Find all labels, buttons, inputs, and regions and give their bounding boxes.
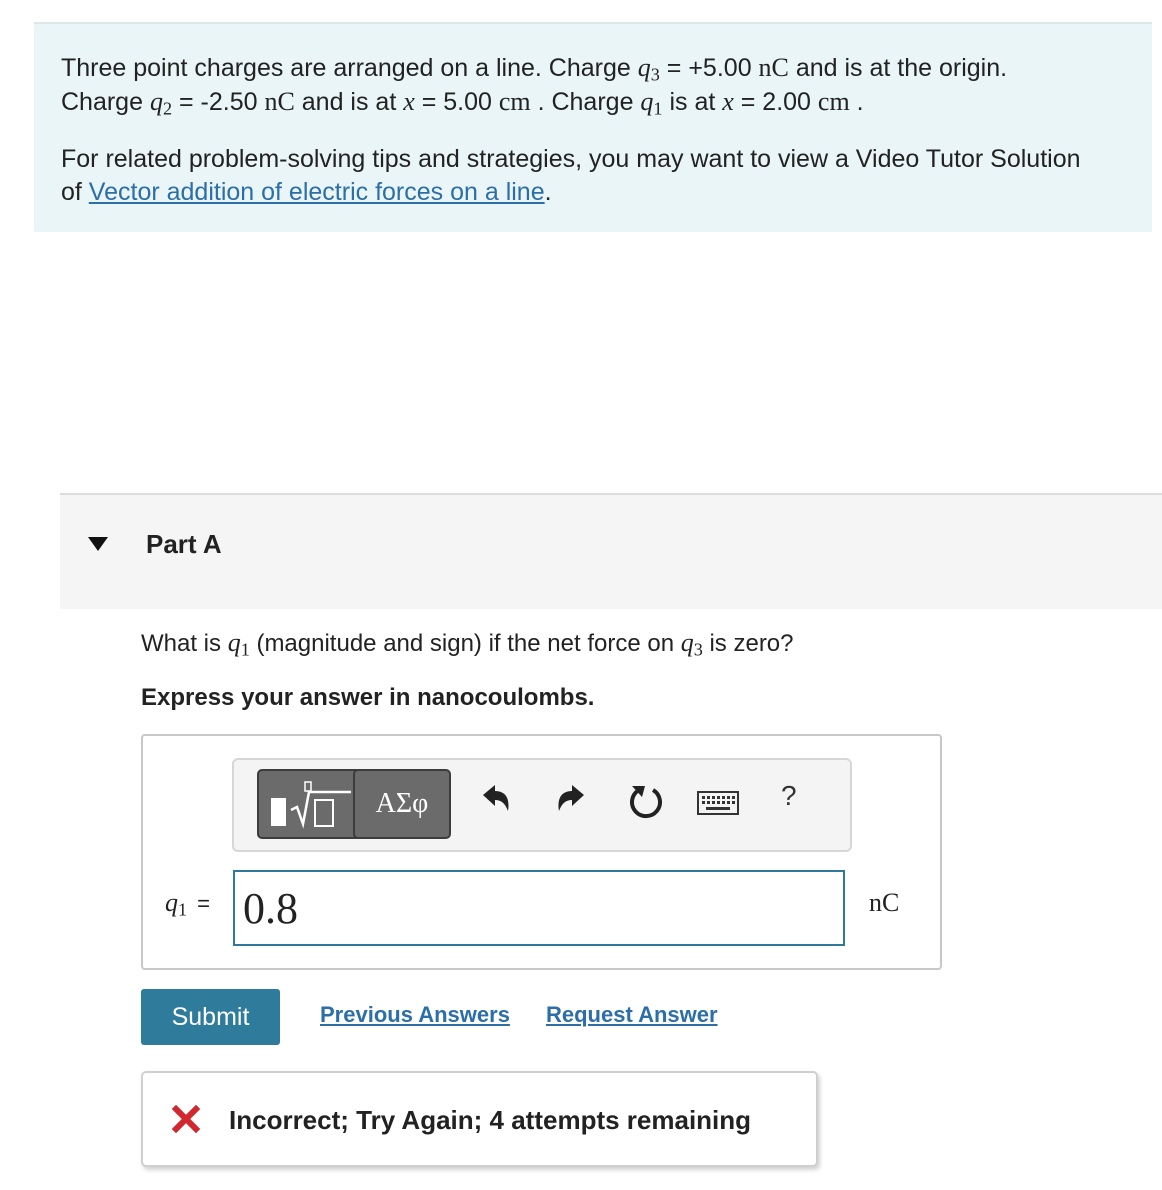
problem-intro <box>34 22 1152 232</box>
answer-box <box>141 734 942 970</box>
text: = 5.00 <box>414 88 499 116</box>
text: Three point charges are arranged on a line. Charge <box>61 54 638 82</box>
question-text <box>141 628 794 658</box>
greek-symbols-button[interactable]: ΑΣφ <box>353 769 451 839</box>
reset-icon[interactable] <box>627 782 667 822</box>
x-symbol: x <box>722 87 734 116</box>
equals-sign: = <box>197 891 210 916</box>
collapse-caret-icon[interactable] <box>88 537 108 551</box>
unit-nc: nC <box>264 87 295 116</box>
part-title: Part A <box>146 529 222 559</box>
part-a-header[interactable] <box>60 493 1162 609</box>
feedback-text: Incorrect; Try Again; 4 attempts remaining <box>229 1105 752 1135</box>
submit-button[interactable]: Submit <box>141 989 280 1045</box>
math-toolbar <box>232 758 852 852</box>
q3-symbol: $q_3$ <box>637 53 660 85</box>
incorrect-x-icon <box>172 1105 200 1133</box>
text: What is <box>141 630 228 657</box>
text: = +5.00 <box>659 54 759 82</box>
x-symbol: x <box>403 87 415 116</box>
q1-symbol: $q_1$ <box>165 888 188 920</box>
unit-cm: cm <box>498 87 531 116</box>
text: Charge <box>61 88 150 116</box>
video-tutor-line-2 <box>61 176 1081 209</box>
q3-symbol: $q_3$ <box>680 628 703 660</box>
answer-variable-label <box>165 888 210 918</box>
unit-nc: nC <box>758 53 789 82</box>
text: and is at <box>294 88 404 116</box>
text: (magnitude and sign) if the net force on <box>249 630 681 657</box>
video-tutor-note <box>61 143 1081 209</box>
q1-symbol: $q_1$ <box>227 628 250 660</box>
q2-symbol: $q_2$ <box>149 87 173 119</box>
text: of <box>61 178 89 206</box>
unit-cm: cm <box>817 87 850 116</box>
request-answer-link[interactable]: Request Answer <box>546 1002 718 1027</box>
problem-line-1 <box>61 51 1007 85</box>
video-tutor-link[interactable]: Vector addition of electric forces on a line <box>88 178 545 206</box>
text: . <box>544 178 552 206</box>
video-tutor-text: For related problem-solving tips and strategies, you may want to view a Video Tutor Solution <box>61 145 1081 173</box>
problem-statement <box>61 51 1007 119</box>
text: . Charge <box>530 88 641 116</box>
redo-icon[interactable] <box>554 782 588 822</box>
help-icon[interactable]: ? <box>781 780 797 811</box>
answer-instruction: Express your answer in nanocoulombs. <box>141 684 595 711</box>
feedback-box <box>141 1071 818 1167</box>
answer-unit: nC <box>869 888 900 917</box>
problem-line-2 <box>61 85 1007 119</box>
text: . <box>849 88 864 116</box>
text: = 2.00 <box>733 88 818 116</box>
templates-icon <box>267 774 357 834</box>
text: and is at the origin. <box>788 54 1008 82</box>
text: is zero? <box>702 630 794 657</box>
undo-icon[interactable] <box>479 782 513 822</box>
q1-symbol: $q_1$ <box>640 87 663 119</box>
answer-input[interactable] <box>233 870 845 946</box>
previous-answers-link[interactable]: Previous Answers <box>320 1002 510 1027</box>
text: = -2.50 <box>172 88 265 116</box>
text: is at <box>662 88 723 116</box>
keyboard-icon[interactable] <box>696 788 740 818</box>
